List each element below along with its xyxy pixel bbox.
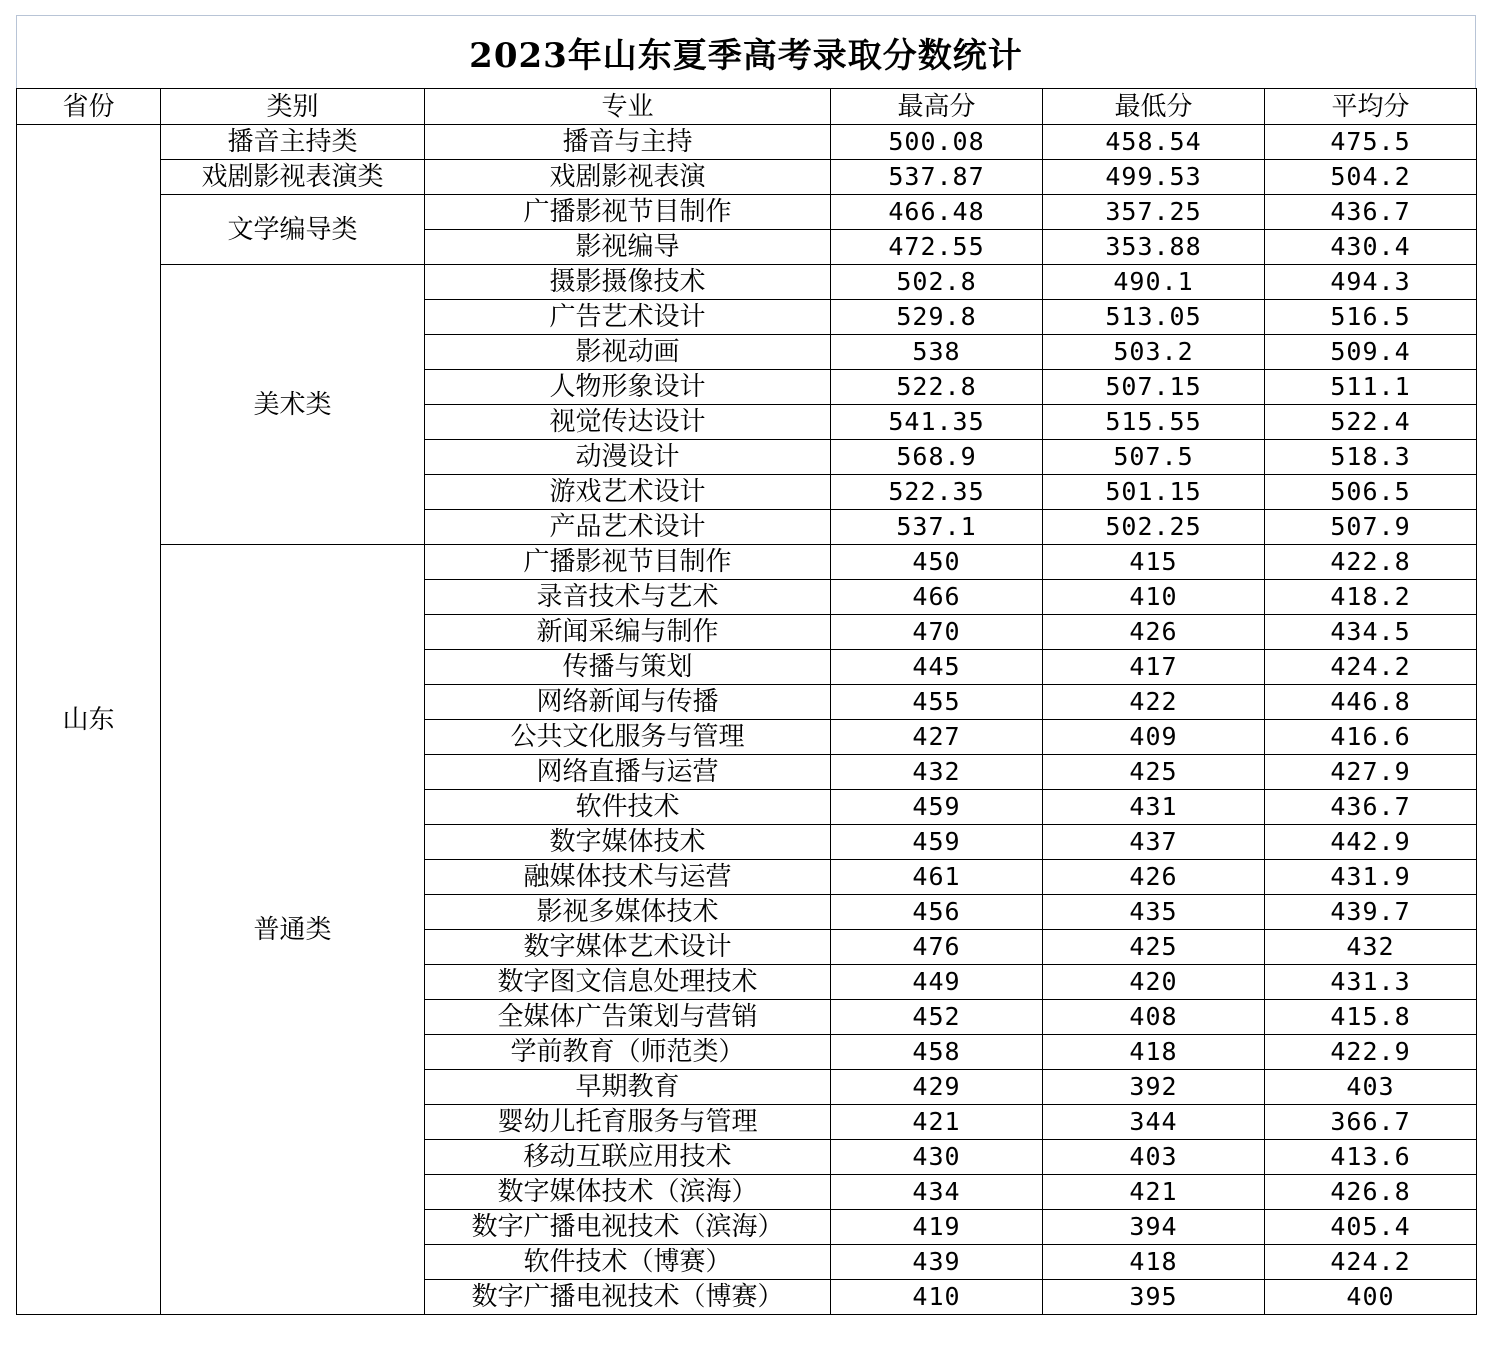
min-score-cell: 426 [1043, 615, 1265, 650]
min-score-cell: 418 [1043, 1035, 1265, 1070]
min-score-cell: 515.55 [1043, 405, 1265, 440]
avg-score-cell: 442.9 [1265, 825, 1477, 860]
avg-score-cell: 509.4 [1265, 335, 1477, 370]
avg-score-cell: 522.4 [1265, 405, 1477, 440]
max-score-cell: 537.87 [831, 160, 1043, 195]
min-score-cell: 394 [1043, 1210, 1265, 1245]
major-cell: 数字媒体技术（滨海） [425, 1175, 831, 1210]
major-cell: 移动互联应用技术 [425, 1140, 831, 1175]
category-cell: 戏剧影视表演类 [161, 160, 425, 195]
min-score-cell: 415 [1043, 545, 1265, 580]
max-score-cell: 476 [831, 930, 1043, 965]
major-cell: 人物形象设计 [425, 370, 831, 405]
avg-score-cell: 518.3 [1265, 440, 1477, 475]
major-cell: 数字广播电视技术（滨海） [425, 1210, 831, 1245]
spreadsheet [16, 15, 1476, 1315]
header-avg: 平均分 [1265, 89, 1477, 125]
avg-score-cell: 424.2 [1265, 650, 1477, 685]
avg-score-cell: 516.5 [1265, 300, 1477, 335]
category-cell: 普通类 [161, 545, 425, 1315]
avg-score-cell: 424.2 [1265, 1245, 1477, 1280]
min-score-cell: 395 [1043, 1280, 1265, 1315]
min-score-cell: 502.25 [1043, 510, 1265, 545]
category-cell: 文学编导类 [161, 195, 425, 265]
max-score-cell: 502.8 [831, 265, 1043, 300]
min-score-cell: 503.2 [1043, 335, 1265, 370]
max-score-cell: 429 [831, 1070, 1043, 1105]
avg-score-cell: 430.4 [1265, 230, 1477, 265]
avg-score-cell: 475.5 [1265, 125, 1477, 160]
major-cell: 影视编导 [425, 230, 831, 265]
avg-score-cell: 506.5 [1265, 475, 1477, 510]
major-cell: 产品艺术设计 [425, 510, 831, 545]
avg-score-cell: 446.8 [1265, 685, 1477, 720]
max-score-cell: 529.8 [831, 300, 1043, 335]
major-cell: 融媒体技术与运营 [425, 860, 831, 895]
header-major: 专业 [425, 89, 831, 125]
max-score-cell: 445 [831, 650, 1043, 685]
min-score-cell: 437 [1043, 825, 1265, 860]
min-score-cell: 403 [1043, 1140, 1265, 1175]
admission-scores-table [16, 88, 1477, 1315]
header-province: 省份 [17, 89, 161, 125]
avg-score-cell: 436.7 [1265, 195, 1477, 230]
max-score-cell: 466.48 [831, 195, 1043, 230]
min-score-cell: 357.25 [1043, 195, 1265, 230]
major-cell: 视觉传达设计 [425, 405, 831, 440]
avg-score-cell: 426.8 [1265, 1175, 1477, 1210]
major-cell: 软件技术 [425, 790, 831, 825]
table-row [17, 160, 1477, 195]
table-row [17, 265, 1477, 300]
max-score-cell: 522.8 [831, 370, 1043, 405]
max-score-cell: 461 [831, 860, 1043, 895]
major-cell: 戏剧影视表演 [425, 160, 831, 195]
avg-score-cell: 507.9 [1265, 510, 1477, 545]
header-row [17, 89, 1477, 125]
max-score-cell: 456 [831, 895, 1043, 930]
max-score-cell: 541.35 [831, 405, 1043, 440]
min-score-cell: 458.54 [1043, 125, 1265, 160]
min-score-cell: 344 [1043, 1105, 1265, 1140]
category-cell: 播音主持类 [161, 125, 425, 160]
major-cell: 公共文化服务与管理 [425, 720, 831, 755]
max-score-cell: 472.55 [831, 230, 1043, 265]
min-score-cell: 490.1 [1043, 265, 1265, 300]
min-score-cell: 499.53 [1043, 160, 1265, 195]
avg-score-cell: 436.7 [1265, 790, 1477, 825]
max-score-cell: 439 [831, 1245, 1043, 1280]
min-score-cell: 507.15 [1043, 370, 1265, 405]
min-score-cell: 421 [1043, 1175, 1265, 1210]
avg-score-cell: 434.5 [1265, 615, 1477, 650]
max-score-cell: 466 [831, 580, 1043, 615]
avg-score-cell: 511.1 [1265, 370, 1477, 405]
avg-score-cell: 416.6 [1265, 720, 1477, 755]
max-score-cell: 452 [831, 1000, 1043, 1035]
avg-score-cell: 366.7 [1265, 1105, 1477, 1140]
max-score-cell: 470 [831, 615, 1043, 650]
major-cell: 软件技术（博赛） [425, 1245, 831, 1280]
avg-score-cell: 432 [1265, 930, 1477, 965]
max-score-cell: 458 [831, 1035, 1043, 1070]
min-score-cell: 409 [1043, 720, 1265, 755]
header-min: 最低分 [1043, 89, 1265, 125]
max-score-cell: 538 [831, 335, 1043, 370]
min-score-cell: 353.88 [1043, 230, 1265, 265]
table-body [17, 125, 1477, 1315]
max-score-cell: 434 [831, 1175, 1043, 1210]
major-cell: 数字媒体技术 [425, 825, 831, 860]
header-max: 最高分 [831, 89, 1043, 125]
avg-score-cell: 400 [1265, 1280, 1477, 1315]
max-score-cell: 537.1 [831, 510, 1043, 545]
avg-score-cell: 415.8 [1265, 1000, 1477, 1035]
category-cell: 美术类 [161, 265, 425, 545]
avg-score-cell: 405.4 [1265, 1210, 1477, 1245]
major-cell: 数字图文信息处理技术 [425, 965, 831, 1000]
major-cell: 数字广播电视技术（博赛） [425, 1280, 831, 1315]
max-score-cell: 450 [831, 545, 1043, 580]
max-score-cell: 421 [831, 1105, 1043, 1140]
max-score-cell: 432 [831, 755, 1043, 790]
major-cell: 广播影视节目制作 [425, 545, 831, 580]
avg-score-cell: 413.6 [1265, 1140, 1477, 1175]
major-cell: 网络直播与运营 [425, 755, 831, 790]
avg-score-cell: 403 [1265, 1070, 1477, 1105]
max-score-cell: 427 [831, 720, 1043, 755]
avg-score-cell: 418.2 [1265, 580, 1477, 615]
avg-score-cell: 494.3 [1265, 265, 1477, 300]
min-score-cell: 425 [1043, 930, 1265, 965]
major-cell: 广播影视节目制作 [425, 195, 831, 230]
table-row [17, 125, 1477, 160]
min-score-cell: 425 [1043, 755, 1265, 790]
table-row [17, 195, 1477, 230]
min-score-cell: 410 [1043, 580, 1265, 615]
max-score-cell: 568.9 [831, 440, 1043, 475]
major-cell: 影视多媒体技术 [425, 895, 831, 930]
min-score-cell: 435 [1043, 895, 1265, 930]
max-score-cell: 459 [831, 790, 1043, 825]
max-score-cell: 455 [831, 685, 1043, 720]
major-cell: 新闻采编与制作 [425, 615, 831, 650]
min-score-cell: 408 [1043, 1000, 1265, 1035]
avg-score-cell: 439.7 [1265, 895, 1477, 930]
avg-score-cell: 422.9 [1265, 1035, 1477, 1070]
max-score-cell: 419 [831, 1210, 1043, 1245]
major-cell: 网络新闻与传播 [425, 685, 831, 720]
major-cell: 影视动画 [425, 335, 831, 370]
avg-score-cell: 431.3 [1265, 965, 1477, 1000]
min-score-cell: 422 [1043, 685, 1265, 720]
major-cell: 录音技术与艺术 [425, 580, 831, 615]
major-cell: 学前教育（师范类） [425, 1035, 831, 1070]
min-score-cell: 513.05 [1043, 300, 1265, 335]
max-score-cell: 500.08 [831, 125, 1043, 160]
min-score-cell: 426 [1043, 860, 1265, 895]
max-score-cell: 449 [831, 965, 1043, 1000]
min-score-cell: 507.5 [1043, 440, 1265, 475]
major-cell: 播音与主持 [425, 125, 831, 160]
major-cell: 传播与策划 [425, 650, 831, 685]
province-cell: 山东 [17, 125, 161, 1315]
min-score-cell: 420 [1043, 965, 1265, 1000]
major-cell: 数字媒体艺术设计 [425, 930, 831, 965]
min-score-cell: 418 [1043, 1245, 1265, 1280]
avg-score-cell: 427.9 [1265, 755, 1477, 790]
major-cell: 摄影摄像技术 [425, 265, 831, 300]
max-score-cell: 430 [831, 1140, 1043, 1175]
major-cell: 早期教育 [425, 1070, 831, 1105]
avg-score-cell: 504.2 [1265, 160, 1477, 195]
major-cell: 全媒体广告策划与营销 [425, 1000, 831, 1035]
min-score-cell: 392 [1043, 1070, 1265, 1105]
header-category: 类别 [161, 89, 425, 125]
avg-score-cell: 431.9 [1265, 860, 1477, 895]
major-cell: 婴幼儿托育服务与管理 [425, 1105, 831, 1140]
avg-score-cell: 422.8 [1265, 545, 1477, 580]
max-score-cell: 522.35 [831, 475, 1043, 510]
max-score-cell: 459 [831, 825, 1043, 860]
major-cell: 广告艺术设计 [425, 300, 831, 335]
major-cell: 动漫设计 [425, 440, 831, 475]
min-score-cell: 417 [1043, 650, 1265, 685]
min-score-cell: 501.15 [1043, 475, 1265, 510]
table-title: 2023年山东夏季高考录取分数统计 [16, 15, 1476, 88]
major-cell: 游戏艺术设计 [425, 475, 831, 510]
max-score-cell: 410 [831, 1280, 1043, 1315]
table-row [17, 545, 1477, 580]
min-score-cell: 431 [1043, 790, 1265, 825]
